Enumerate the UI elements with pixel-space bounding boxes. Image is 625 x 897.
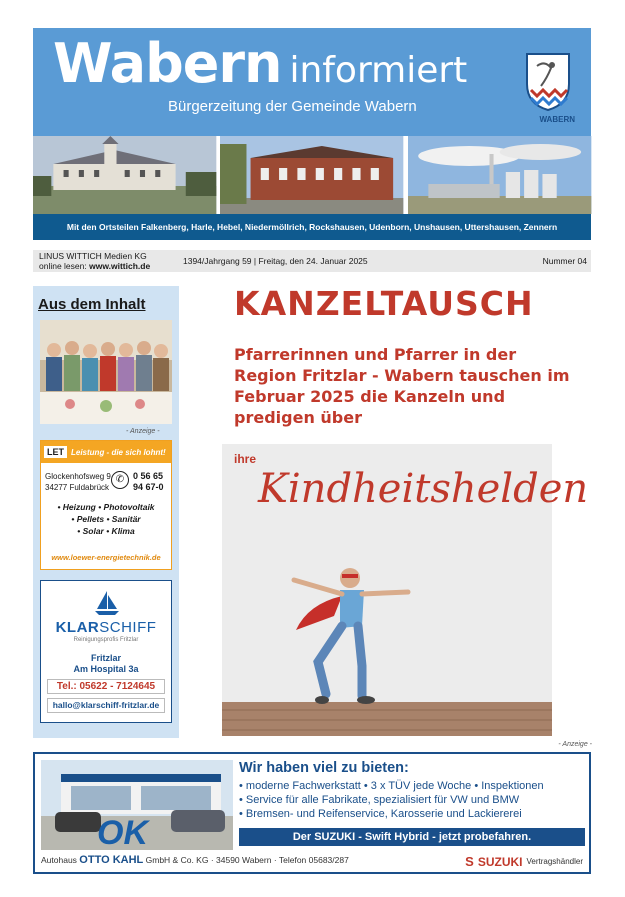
wabern-crest-icon [523,50,573,112]
masthead [33,28,591,136]
online-link[interactable]: www.wittich.de [89,261,151,271]
masthead-subtitle: Bürgerzeitung der Gemeinde Wabern [168,98,417,115]
dealer-footer [41,854,349,866]
let-logo: LET [44,446,67,458]
contents-sidebar [33,286,179,738]
suzuki-dealer-label: Vertragshändler [526,857,583,866]
castle-photo [33,136,216,214]
let-phone [133,471,164,493]
sidebar-anzeige-label: - Anzeige - [126,428,160,435]
suzuki-dealer [465,854,583,869]
let-address [45,471,111,493]
masthead-title [53,32,467,95]
photo-caption-script: Kindheitshelden [258,466,589,512]
article-subhead: Pfarrerinnen und Pfarrer in der Region Fritzlar - Wabern tauschen im Februar 2025 die Kanzeln und predigen über [234,345,570,427]
issue-number: Nummer 04 [542,256,587,266]
dealer-name: OTTO KAHL [79,854,144,866]
online-prefix: online lesen: [39,261,87,271]
let-services [41,501,171,537]
dealership-photo [41,760,233,850]
let-street: Glockenhofsweg 9 [45,472,111,481]
photo-caption-small: ihre [234,452,257,466]
let-advert[interactable] [40,440,172,570]
publisher-name: LINUS WITTICH Medien KG [39,251,147,261]
klarschiff-phone[interactable]: Tel.: 05622 - 7124645 [47,679,165,694]
let-advert-header [41,441,171,463]
test-drive-banner[interactable]: Der SUZUKI - Swift Hybrid - jetzt probefahren. [239,828,585,846]
group-photo [40,320,172,424]
publisher-info [39,251,150,271]
masthead-title-big: Wabern [53,32,282,95]
advert-service-item: • Service für alle Fabrikate, spezialisiert für VW und BMW [239,794,520,806]
issue-info-bar [33,250,591,272]
let-service-item: • Heizung • Photovoltaik [57,502,155,512]
klarschiff-logo-bold: KLAR [55,619,100,636]
phone-icon: ✆ [111,471,129,489]
let-website-link[interactable]: www.loewer-energietechnik.de [51,553,161,562]
article-headline: KANZELTAUSCH [234,284,534,323]
suzuki-logo: SUZUKI [477,854,523,869]
masthead-title-small: informiert [289,50,468,91]
let-city: 34277 Fuldabrück [45,483,110,492]
klarschiff-address [41,653,171,675]
klarschiff-street: Am Hospital 3a [73,664,139,674]
advert-services [239,779,544,821]
let-phone-number: 94 67-0 [133,482,164,492]
sidebar-heading: Aus dem Inhalt [38,296,146,313]
crest-label: WABERN [539,115,575,124]
dealer-prefix: Autohaus [41,855,77,865]
sailboat-icon [93,589,121,617]
advert-service-item: • Bremsen- und Reifenservice, Karosserie und Lackiererei [239,808,522,820]
otto-kahl-advert[interactable] [33,752,591,874]
ok-logo-text: OK [97,814,148,852]
factory-photo [408,136,591,214]
klarschiff-logo [41,619,171,636]
klarschiff-logo-light: SCHIFF [99,619,157,636]
let-service-item: • Pellets • Sanitär [71,514,141,524]
ortsteile-bar: Mit den Ortsteilen Falkenberg, Harle, Hebel, Niedermöllrich, Rockshausen, Udenborn, Unshausen, Uttershausen, Zennern [33,214,591,240]
masthead-photo-strip [33,136,591,214]
let-slogan: Leistung - die sich lohnt! [71,447,166,457]
advert-heading: Wir haben viel zu bieten: [239,760,409,776]
suzuki-s-icon: S [465,854,474,869]
klarschiff-tagline: Reinigungsprofis Fritzlar [73,637,139,643]
dealer-address: GmbH & Co. KG · 34590 Wabern · Telefon 05683/287 [145,855,349,865]
issue-details: 1394/Jahrgang 59 | Freitag, den 24. Januar 2025 [183,256,368,266]
let-service-item: • Solar • Klima [77,526,135,536]
let-phone-area: 0 56 65 [133,471,164,481]
klarschiff-advert[interactable] [40,580,172,723]
station-photo [220,136,403,214]
klarschiff-email[interactable]: hallo@klarschiff-fritzlar.de [47,698,165,713]
advert-service-item: • moderne Fachwerkstatt • 3 x TÜV jede Woche • Inspektionen [239,780,544,792]
article-photo [222,444,589,736]
klarschiff-city: Fritzlar [90,653,121,663]
bottom-anzeige-label: - Anzeige - [558,741,592,748]
